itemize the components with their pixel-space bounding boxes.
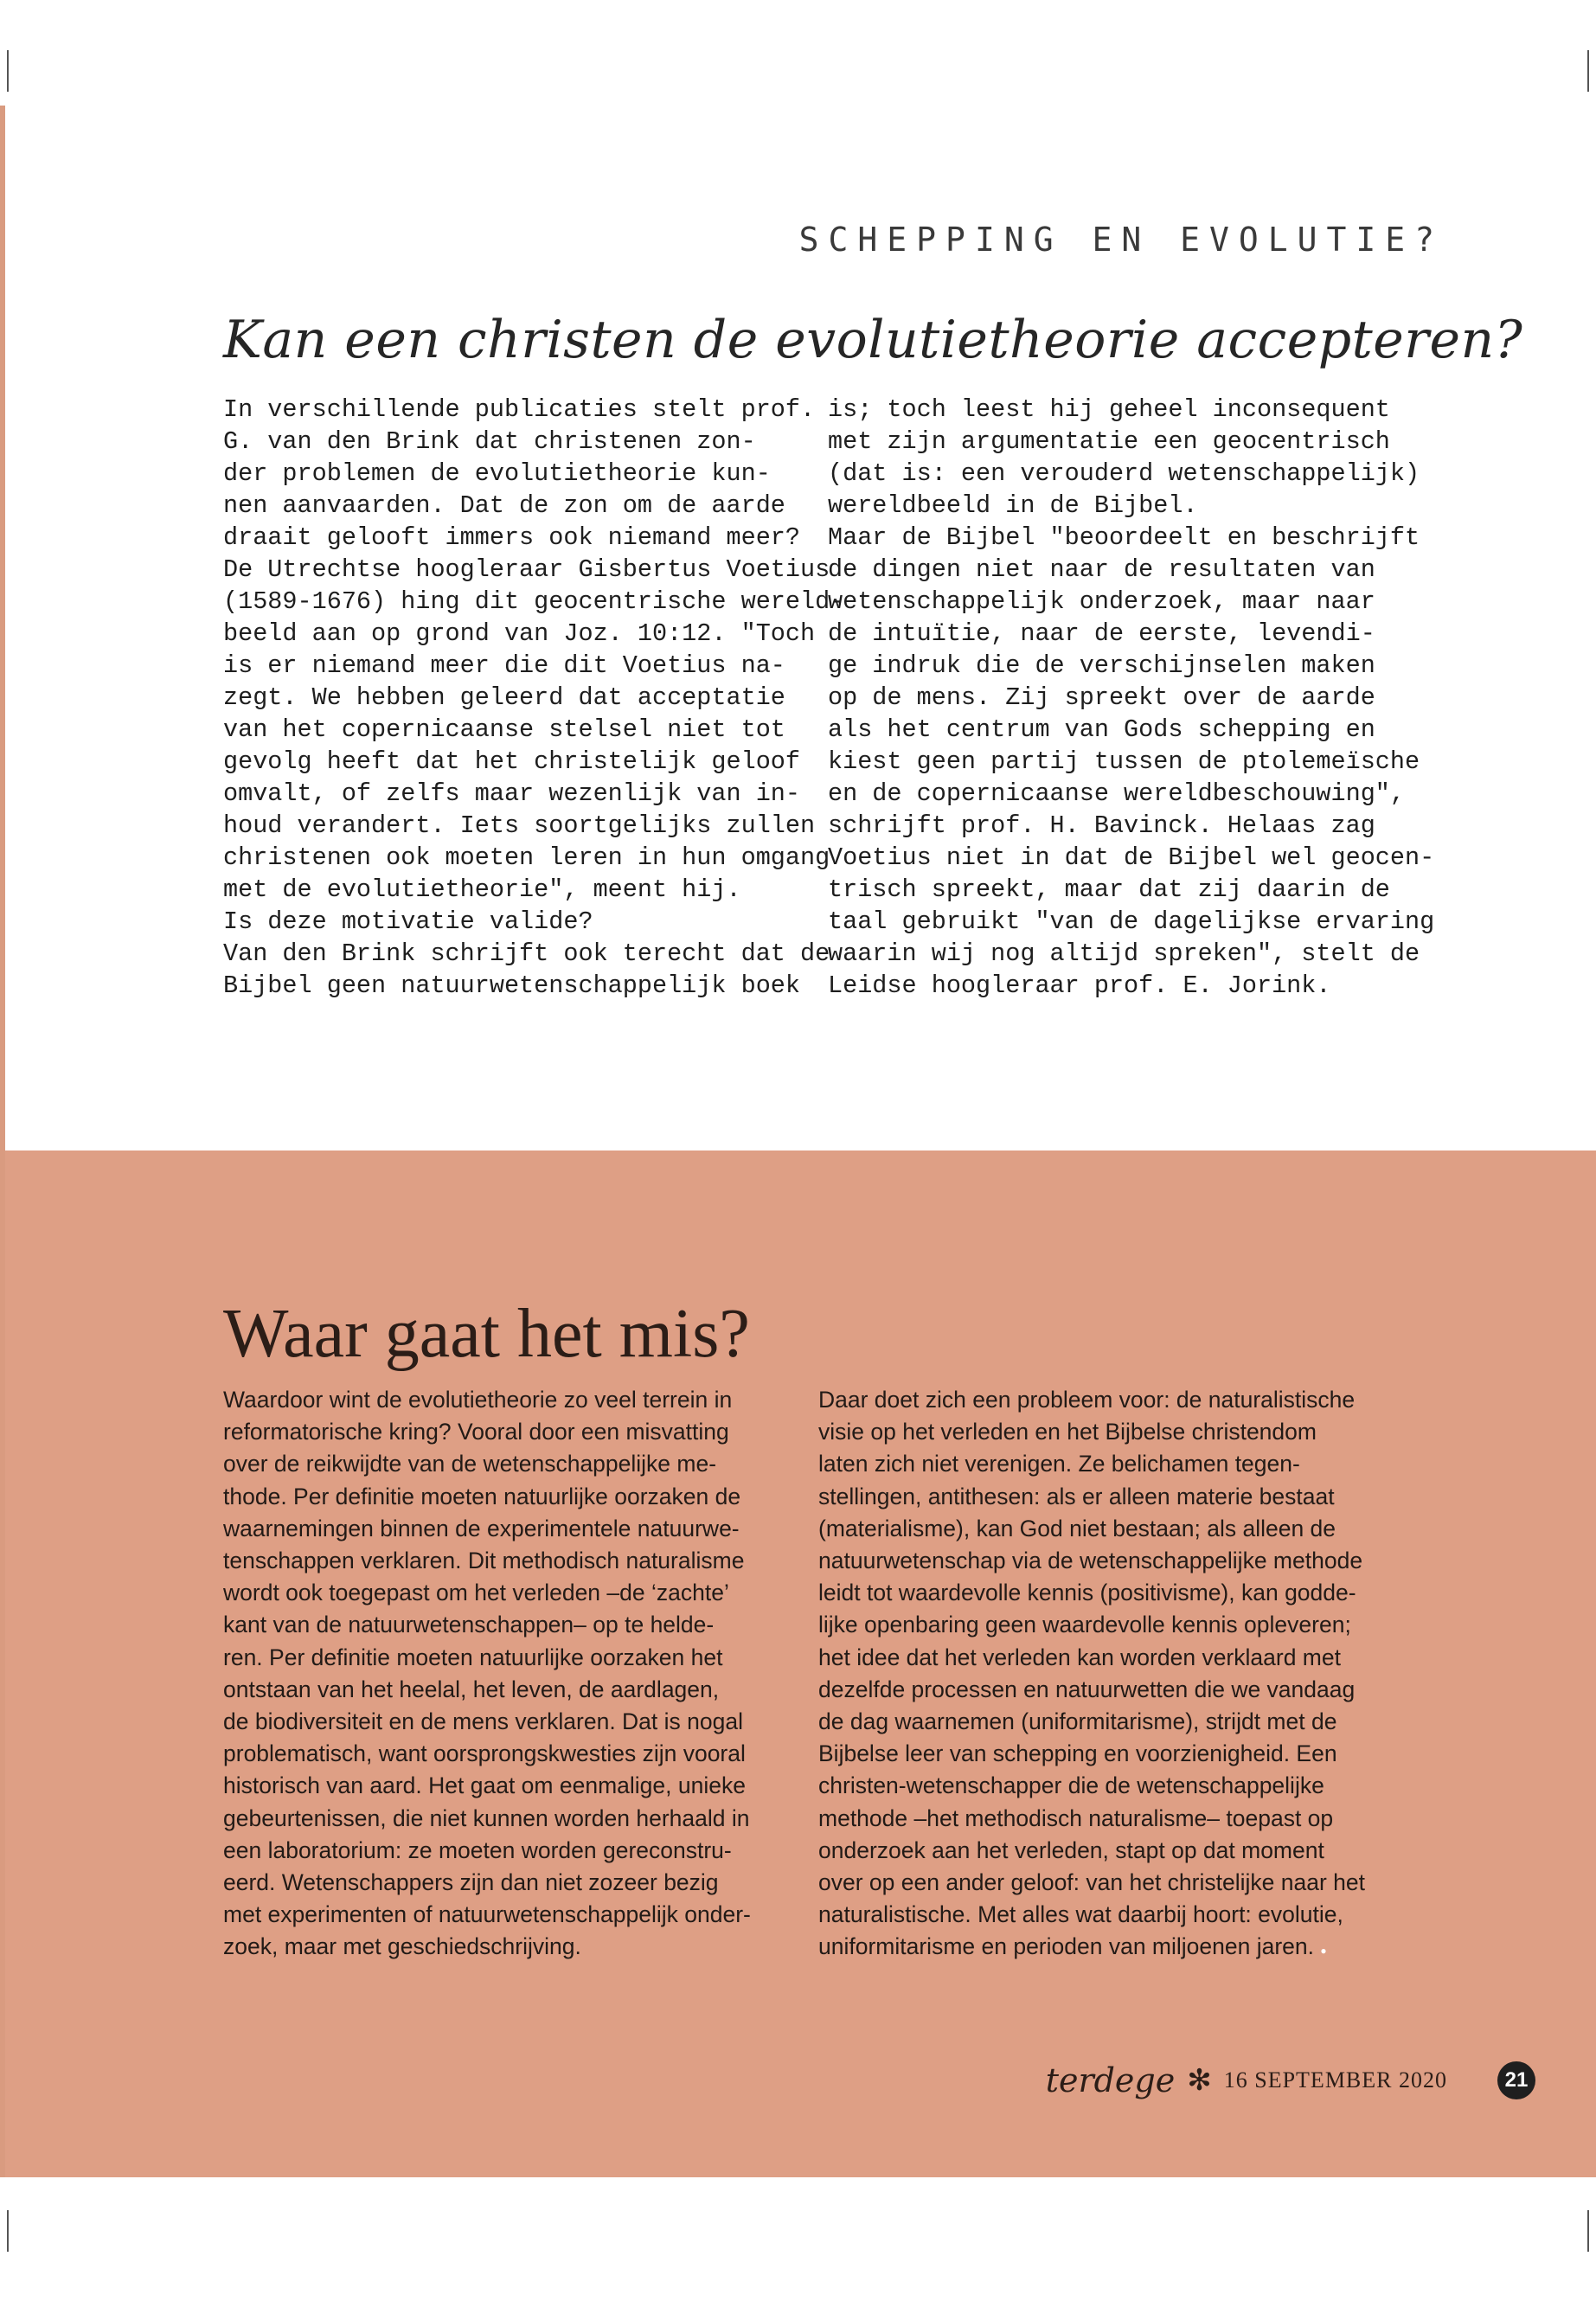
article-top-column-right: is; toch leest hij geheel inconsequent met zijn argumentatie een geocentrisch (dat is: een verouderd wetenschappelijk) wereldbeeld in de Bijbel. Maar de Bijbel "beoordeelt en beschrijft de dingen niet naar de resultaten van wetenschappelijk onderzoek, maar naar de intuïtie, naar de eerste, levendi- ge indruk die de verschijnselen maken op de mens. Zij spreekt over de aarde als het centrum van Gods schepping en kiest geen partij tussen de ptolemeïsche en de copernicaanse wereldbeschouwing", schrijft prof. H. Bavinck. Helaas zag Voetius niet in dat de Bijbel wel geocen- trisch spreekt, maar dat zij daarin de taal gebruikt "van de dagelijkse ervaring waarin wij nog altijd spreken", stelt de Leidse hoogleraar prof. E. Jorink.	[828, 395, 1435, 1000]
crop-mark-top-left	[7, 50, 9, 92]
article-bottom-title: Waar gaat het mis?	[223, 1296, 750, 1372]
article-bottom-column-left: Waardoor wint de evolutietheorie zo veel terrein in reformatorische kring? Vooral door een misvatting over de reikwijdte van de wetenschappelijke me- thode. Per definitie moeten natuurlijke oorzaken de waarnemingen binnen de experimentele natuurwe- tenschappen verklaren. Dit methodisch naturalisme wordt ook toegepast om het verleden –de ‘zachte’ kant van de natuurwetenschappen– op te helde- ren. Per definitie moeten natuurlijke oorzaken het ontstaan van het heelal, het leven, de aardlagen, de biodiversiteit en de mens verklaren. Dat is nogal problematisch, want oorsprongskwesties zijn vooral historisch van aard. Het gaat om eenmalige, unieke gebeurtenissen, die niet kunnen worden herhaald in een laboratorium: ze moeten worden gereconstru- eerd. Wetenschappers zijn dan niet zozeer bezig met experimenten of natuurwetenschappelijk onder- zoek, maar met geschiedschrijving.	[223, 1387, 751, 1960]
page-footer	[1046, 2059, 1535, 2102]
article-top-column-left: In verschillende publicaties stelt prof. G. van den Brink dat christenen zon- der problemen de evolutietheorie kun- nen aanvaarden. Dat de zon om de aarde draait gelooft immers ook niemand meer? De Utrechtse hoogleraar Gisbertus Voetius (1589-1676) hing dit geocentrische wereld- beeld aan op grond van Joz. 10:12. "Toch is er niemand meer die dit Voetius na- zegt. We hebben geleerd dat acceptatie van het copernicaanse stelsel niet tot gevolg heeft dat het christelijk geloof omvalt, of zelfs maar wezenlijk van in- houd verandert. Iets soortgelijks zullen christenen ook moeten leren in hun omgang met de evolutietheorie", meent hij. Is deze motivatie valide? Van den Brink schrijft ook terecht dat de Bijbel geen natuurwetenschappelijk boek	[223, 395, 845, 1000]
page-number-badge: 21	[1497, 2061, 1535, 2099]
crop-mark-top-right	[1587, 50, 1589, 92]
section-label: SCHEPPING EN EVOLUTIE?	[798, 221, 1444, 259]
issue-date: 16 SEPTEMBER 2020	[1223, 2067, 1447, 2093]
end-mark-icon: ●	[1320, 1945, 1327, 1958]
separator-asterisk-icon: ✻	[1187, 2063, 1212, 2098]
article-top-title: Kan een christen de evolutietheorie accepteren?	[223, 310, 1523, 370]
article-bottom-column-right	[818, 1384, 1389, 1968]
magazine-brand-logo: terdege	[1045, 2061, 1176, 2099]
crop-mark-bottom-left	[7, 2210, 9, 2252]
crop-mark-bottom-right	[1587, 2210, 1589, 2252]
article-bottom-column-right-text: Daar doet zich een probleem voor: de naturalistische visie op het verleden en het Bijbelse christendom laten zich niet verenigen. Ze belichamen tegen- stellingen, antithesen: als er alleen materie bestaat (materialisme), kan God niet bestaan; als alleen de natuurwetenschap via de wetenschappelijke methode leidt tot waardevolle kennis (positivisme), kan godde- lijke openbaring geen waardevolle kennis opleveren; het idee dat het verleden kan worden verklaard met dezelfde processen en natuurwetten die we vandaag de dag waarnemen (uniformitarisme), strijdt met de Bijbelse leer van schepping en voorzienigheid. Een christen-wetenschapper die de wetenschappelijke methode –het methodisch naturalisme– toepast op onderzoek aan het verleden, stapt op dat moment over op een ander geloof: van het christelijke naar het naturalistische. Met alles wat daarbij hoort: evolutie, uniformitarisme en perioden van miljoenen jaren.	[818, 1387, 1365, 1960]
